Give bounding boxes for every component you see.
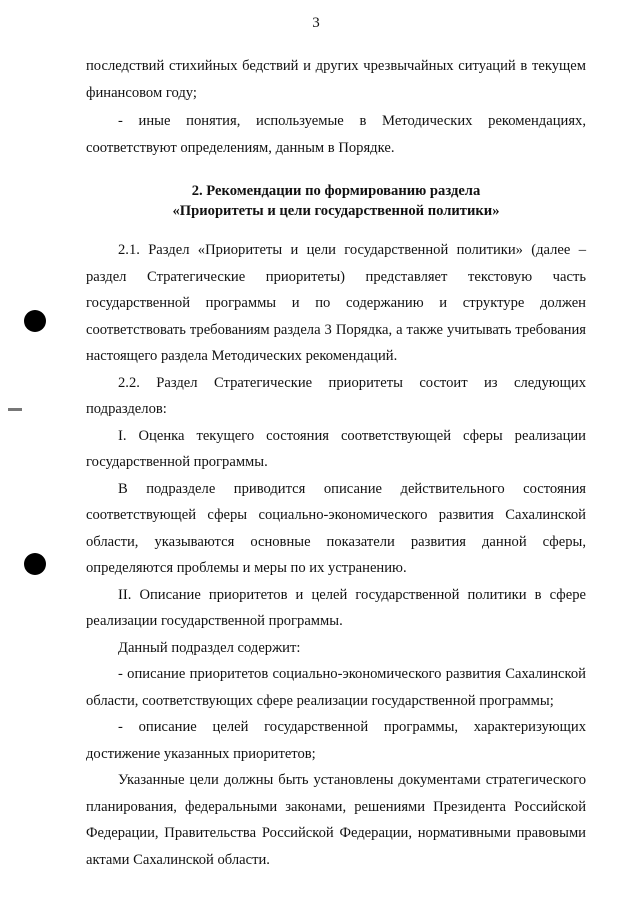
section-heading-line: 2. Рекомендации по формированию раздела bbox=[191, 183, 481, 199]
paragraph: - описание приоритетов социально-экономического развития Сахалинской области, соответствующих сфере реализации государственной программы; bbox=[86, 666, 586, 709]
paragraph: - описание целей государственной программы, характеризующих достижение указанных приоритетов; bbox=[86, 719, 586, 762]
paragraph: 2.2. Раздел Стратегические приоритеты состоит из следующих подразделов: bbox=[86, 374, 586, 417]
paragraph: Данный подраздел содержит: bbox=[118, 639, 301, 656]
paragraph: Указанные цели должны быть установлены документами стратегического планирования, федеральными законами, решениями Президента Российской Федерации, Правительства Российской Федерации, нормативными правовыми актами Сахалинской области. bbox=[86, 772, 586, 868]
scan-mark bbox=[8, 408, 22, 411]
paragraph: В подразделе приводится описание действительного состояния соответствующей сферы социально-экономического развития Сахалинской области, указываются основные показатели развития данной сферы, определяются проблемы и меры по их устранению. bbox=[86, 480, 586, 576]
paragraph: последствий стихийных бедствий и других чрезвычайных ситуаций в текущем финансовом году; bbox=[86, 58, 586, 101]
page-number: 3 bbox=[312, 15, 320, 31]
section-heading bbox=[86, 181, 586, 221]
section-heading-line: «Приоритеты и цели государственной политики» bbox=[172, 203, 500, 219]
document-body bbox=[86, 53, 586, 873]
paragraph: II. Описание приоритетов и целей государственной политики в сфере реализации государственной программы. bbox=[86, 586, 586, 629]
paragraph: - иные понятия, используемые в Методических рекомендациях, соответствуют определениям, данным в Порядке. bbox=[86, 113, 586, 156]
punch-hole-top bbox=[24, 310, 46, 332]
paragraph: 2.1. Раздел «Приоритеты и цели государственной политики» (далее – раздел Стратегические приоритеты) представляет текстовую часть государственной программы и по содержанию и структуре должен соответствовать требованиям раздела 3 Порядка, а также учитывать требования настоящего раздела Методических рекомендаций. bbox=[86, 242, 586, 364]
punch-hole-bottom bbox=[24, 553, 46, 575]
paragraph: I. Оценка текущего состояния соответствующей сферы реализации государственной программы. bbox=[86, 427, 586, 470]
